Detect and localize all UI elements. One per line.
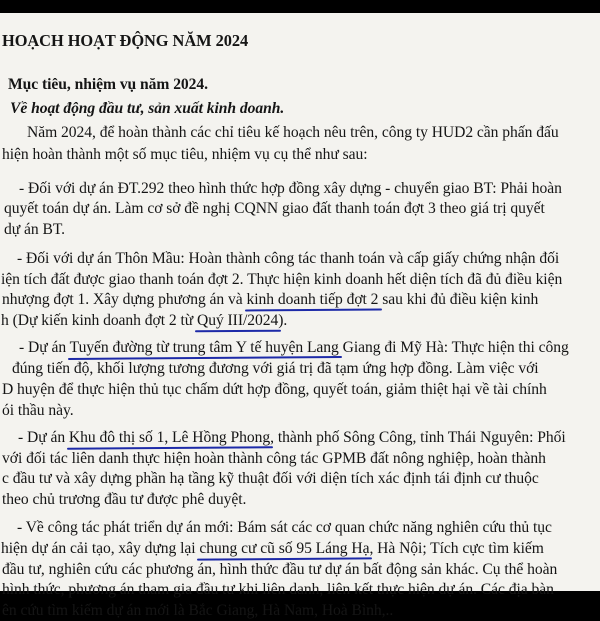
p4-line-3: c đầu tư và xây dựng phần hạ tầng kỹ thuật đối với diện tích xác định tái định cư thuộc xyxy=(2,470,539,487)
p3-line-4: ói thầu này. xyxy=(2,402,74,419)
p3-line-2: đúng tiến độ, khối lượng tương đương với giá trị đã tạm ứng hợp đồng. Làm việc với xyxy=(12,360,539,377)
sub-heading: Về hoạt động đầu tư, sản xuất kinh doanh. xyxy=(10,100,285,117)
intro-line-2: hiện hoàn thành một số mục tiêu, nhiệm vụ cụ thể như sau: xyxy=(2,146,368,163)
underlined-phrase-tuyen-duong: Tuyến đường từ trung tâm Y tế huyện Lang xyxy=(69,339,339,356)
document-page xyxy=(0,13,600,619)
p5-line-2-post: , Hà Nội; Tích cực tìm kiếm xyxy=(369,540,544,557)
underlined-phrase-khu-do-thi: Khu đô thị số 1, Lê Hồng Phong xyxy=(68,429,271,446)
p5-line-3: đầu tư, nghiên cứu các phương án, hình thức đầu tư dự án bất động sản khác. Cụ thể hoàn xyxy=(2,561,558,578)
p2-line-3-post: sau khi đủ điều kiện kinh xyxy=(378,291,539,308)
p3-line-3: D huyện để thực hiện thủ tục chấm dứt hợp đồng, quyết toán, giảm thiệt hại về tài chính xyxy=(2,381,547,398)
p5-line-1: - Về công tác phát triển dự án mới: Bám sát các cơ quan chức năng nghiên cứu thủ tục xyxy=(17,519,552,536)
p5-line-5: ên cứu tìm kiếm dự án mới là Bắc Giang, Hà Nam, Hoà Bình,.. xyxy=(2,602,394,619)
section-heading: Mục tiêu, nhiệm vụ năm 2024. xyxy=(8,76,209,93)
p4-line-2: với đối tác liên danh thực hiện hoàn thành công tác GPMB đất nông nghiệp, hoàn thành xyxy=(2,450,546,467)
underlined-phrase-quy: Quý III/2024 xyxy=(196,312,279,329)
p2-line-1: - Đối với dự án Thôn Mầu: Hoàn thành công tác thanh toán và cấp giấy chứng nhận đối xyxy=(17,250,560,267)
p4-line-1-post: , thành phố Sông Công, tỉnh Thái Nguyên: Phối xyxy=(270,429,566,446)
p4-line-1-pre: - Dự án xyxy=(18,429,69,446)
p5-line-4: hình thức, phương án tham gia đầu tư khi liên danh, liên kết thực hiện dự án. Các địa bàn xyxy=(2,581,554,598)
p2-line-2: iện tích đất được giao thanh toán đợt 2. Thực hiện kinh doanh hết diện tích đã đủ điều kiện xyxy=(1,271,563,288)
p4-line-4: theo chủ trương đầu tư được phê duyệt. xyxy=(2,491,247,508)
p2-line-3-pre: nhượng đợt 1. Xây dựng phương án và xyxy=(2,291,247,308)
p3-line-1 xyxy=(19,338,569,358)
underlined-phrase-kinh-doanh: kinh doanh tiếp đợt 2 xyxy=(246,291,379,308)
p4-line-1 xyxy=(18,428,566,448)
p1-line-1: - Đối với dự án ĐT.292 theo hình thức hợp đồng xây dựng - chuyển giao BT: Phải hoàn xyxy=(19,180,562,197)
intro-line-1: Năm 2024, để hoàn thành các chỉ tiêu kế hoạch nêu trên, công ty HUD2 cần phấn đấu xyxy=(27,124,559,141)
p2-line-4-post: ). xyxy=(278,312,288,329)
p1-line-3: dự án BT. xyxy=(4,221,65,238)
p3-line-1-post: Giang đi Mỹ Hà: Thực hiện thi công xyxy=(338,339,569,356)
p1-line-2: quyết toán dự án. Làm cơ sở đề nghị CQNN giao đất thanh toán đợt 3 theo giá trị quyết xyxy=(4,200,545,217)
p2-line-3 xyxy=(2,290,538,310)
p5-line-2 xyxy=(1,539,544,559)
document-title: HOẠCH HOẠT ĐỘNG NĂM 2024 xyxy=(2,31,249,50)
p5-line-2-pre: hiện dự án cải tạo, xây dựng lại xyxy=(1,540,200,557)
p2-line-4-pre: h (Dự kiến kinh doanh đợt 2 từ xyxy=(1,312,197,329)
p3-line-1-pre: - Dự án xyxy=(19,339,70,356)
p2-line-4 xyxy=(1,311,287,331)
underlined-phrase-chung-cu: chung cư cũ số 95 Láng Hạ xyxy=(199,540,370,557)
